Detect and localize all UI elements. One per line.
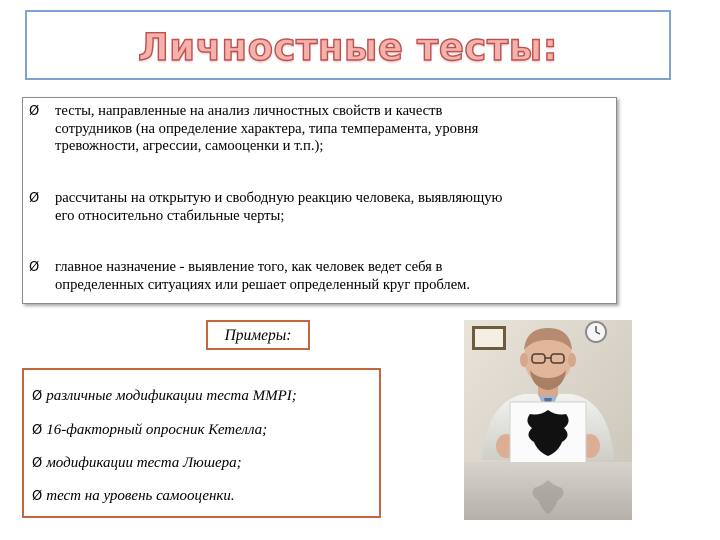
example-item [32, 455, 242, 472]
bullet-item [29, 259, 613, 294]
example-text: тест на уровень самооценки. [46, 488, 235, 504]
examples-label: Примеры: [206, 320, 310, 350]
bullet-line: тревожности, агрессии, самооценки и т.п.); [55, 138, 324, 154]
bullet-line: главное назначение - выявление того, как человек ведет себя в [55, 259, 443, 275]
arrow-bullet-icon: Ø [29, 191, 40, 206]
title-box [25, 10, 671, 80]
example-item [32, 388, 297, 405]
bullet-line: рассчитаны на открытую и свободную реакцию человека, выявляющую [55, 190, 503, 206]
arrow-bullet-icon: Ø [32, 489, 43, 504]
description-box [22, 97, 617, 304]
title-reflection [27, 70, 669, 78]
bullet-line: определенных ситуациях или решает определенный круг проблем. [55, 276, 471, 293]
example-text: различные модификации теста MMPI; [46, 388, 297, 404]
psychologist-photo-icon [464, 320, 632, 520]
arrow-bullet-icon: Ø [29, 104, 40, 119]
bullet-line: тесты, направленные на анализ личностных свойств и качеств [55, 103, 443, 119]
bullet-item [29, 103, 613, 156]
bullet-item [29, 190, 613, 225]
arrow-bullet-icon: Ø [32, 456, 43, 471]
example-item [32, 422, 267, 439]
arrow-bullet-icon: Ø [32, 423, 43, 438]
examples-box [22, 368, 381, 518]
slide-title: Личностные тесты: [137, 26, 559, 69]
arrow-bullet-icon: Ø [29, 260, 40, 275]
bullet-line: сотрудников (на определение характера, типа темперамента, уровня [55, 120, 479, 137]
example-text: 16-факторный опросник Кетелла; [46, 422, 268, 438]
bullet-line: его относительно стабильные черты; [55, 207, 285, 224]
example-item [32, 488, 235, 505]
example-text: модификации теста Люшера; [46, 455, 242, 471]
arrow-bullet-icon: Ø [32, 389, 43, 404]
